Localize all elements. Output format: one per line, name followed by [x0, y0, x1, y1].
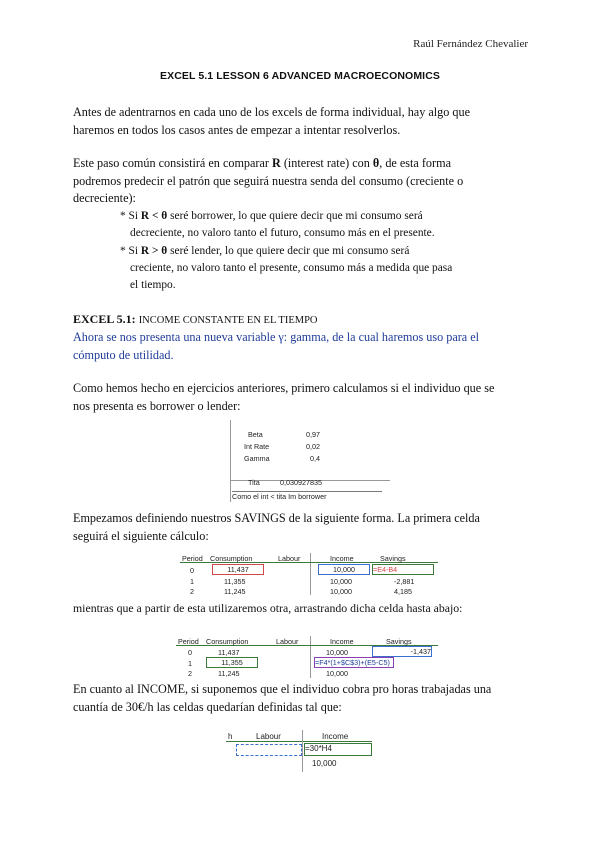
borrower-note: Como el int < tita Im borrower [232, 491, 382, 501]
header-income: Income [330, 554, 354, 563]
header-period: Period [182, 554, 203, 563]
intro-line: Antes de adentrarnos en cada uno de los excels de forma individual, hay algo que [73, 105, 470, 119]
params-table [218, 420, 390, 502]
consumption-cell-selected[interactable]: 11,437 [212, 564, 264, 575]
param-label: Beta [248, 430, 263, 439]
tita-label: Tita [248, 478, 260, 487]
table-cell: 11,245 [218, 669, 240, 678]
table-cell: 1 [190, 577, 194, 586]
param-label: Int Rate [244, 442, 270, 451]
table-cell: 10,000 [330, 577, 352, 586]
document-title: EXCEL 5.1 LESSON 6 ADVANCED MACROECONOMICS [160, 70, 440, 82]
header-income: Income [322, 732, 349, 741]
table-cell: 10,000 [326, 648, 348, 657]
param-value: 0,97 [306, 430, 320, 439]
table-cell: 4,185 [394, 587, 412, 596]
savings-table-1 [180, 553, 440, 595]
table-cell: -2,881 [394, 577, 415, 586]
bullet-borrower: * Si R < θ seré borrower, lo que quiere decir que mi consumo será decreciente, no valoro tanto el futuro, consumo más en el presente. [120, 210, 435, 239]
table-cell: 0 [188, 648, 192, 657]
compare-line-3: decreciente): [73, 191, 136, 205]
savings-paragraph: Empezamos definiendo nuestros SAVINGS de la siguiente forma. La primera celda seguirá el siguiente cálculo: [73, 511, 480, 543]
previous-savings-cell[interactable]: -1,437 [372, 646, 432, 657]
savings-formula-cell[interactable]: =F4*(1+$C$3)+(E5-C5) [314, 657, 394, 668]
tita-value: 0,030927835 [280, 478, 322, 487]
header-period: Period [178, 637, 199, 646]
header-consumption: Consumption [206, 637, 249, 646]
income-formula-cell[interactable]: =30*H4 [304, 743, 372, 756]
compare-paragraph [73, 155, 533, 208]
income-cell-selected[interactable]: 10,000 [318, 564, 370, 575]
table-cell: 2 [190, 587, 194, 596]
table-cell: 11,245 [224, 587, 246, 596]
income-paragraph: En cuanto al INCOME, si suponemos que el individuo cobra pro horas trabajadas una cuantía de 30€/h las celdas quedarían definidas tal que: [73, 682, 492, 714]
table-cell: 11,437 [218, 648, 240, 657]
author-name: Raúl Fernández Chevalier [413, 38, 528, 50]
borrower-paragraph: Como hemos hecho en ejercicios anteriores, primero calculamos si el individuo que se nos presenta es borrower o lender: [73, 381, 495, 413]
table-cell: 1 [188, 659, 192, 668]
header-labour: Labour [276, 637, 299, 646]
header-labour: Labour [278, 554, 301, 563]
savings-table-2 [176, 636, 440, 678]
header-labour: Labour [256, 732, 281, 741]
income-value: 10,000 [312, 759, 337, 768]
table-cell: 11,355 [224, 577, 246, 586]
savings-formula-cell[interactable]: =E4-B4 [372, 564, 434, 575]
header-income: Income [330, 637, 354, 646]
param-label: Gamma [244, 454, 270, 463]
intro-paragraph [73, 104, 533, 139]
header-savings: Savings [386, 637, 412, 646]
table-cell: 2 [188, 669, 192, 678]
bullet-lender: * Si R > θ seré lender, lo que quiere decir que mi consumo será creciente, no valoro tanto el presente, consumo más a medida que pasa el tiempo. [120, 245, 453, 291]
intro-line: haremos en todos los casos antes de empezar a intentar resolverlos. [73, 122, 401, 137]
header-savings: Savings [380, 554, 406, 563]
consumption-cell-selected[interactable]: 11,355 [206, 657, 258, 668]
drag-paragraph: mientras que a partir de esta utilizaremos otra, arrastrando dicha celda hasta abajo: [73, 601, 463, 615]
param-value: 0,4 [310, 454, 320, 463]
header-h: h [228, 732, 233, 741]
compare-line-2: podremos predecir el patrón que seguirá nuestra senda del consumo (creciente o [73, 173, 464, 188]
section-intro: Ahora se nos presenta una nueva variable γ: gamma, de la cual haremos uso para el cómputo de utilidad. [73, 330, 480, 362]
param-value: 0,02 [306, 442, 320, 451]
table-cell: 10,000 [326, 669, 348, 678]
labour-cell-selected[interactable] [236, 744, 302, 756]
income-table [226, 730, 376, 772]
compare-line-1: Este paso común consistirá en comparar R (interest rate) con θ, de esta forma [73, 156, 451, 170]
table-cell: 0 [190, 566, 194, 575]
section-heading: EXCEL 5.1: INCOME CONSTANTE EN EL TIEMPO [73, 312, 318, 326]
header-consumption: Consumption [210, 554, 253, 563]
table-cell: 10,000 [330, 587, 352, 596]
